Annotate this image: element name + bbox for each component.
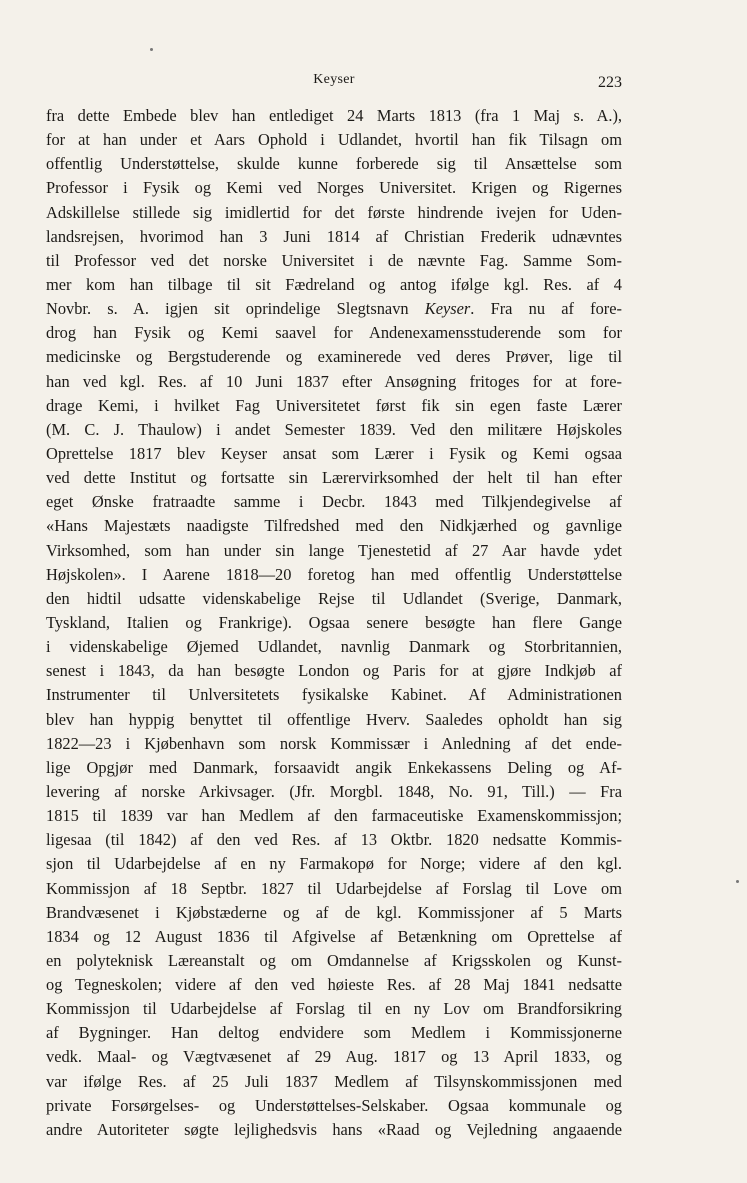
body-text: [46, 104, 622, 1142]
print-speck: [736, 880, 739, 883]
text-line: Adskillelse stillede sig imidlertid for det første hindrende ivejen for Uden-: [46, 202, 622, 222]
surname-emphasis: Keyser: [424, 299, 471, 319]
text-line: og Tegneskolen; videre af den ved høieste Res. af 28 Maj 1841 nedsatte: [46, 975, 622, 995]
text-line: medicinske og Bergstuderende og examinerede ved deres Prøver, lige til: [46, 347, 622, 367]
text-line: landsrejsen, hvorimod han 3 Juni 1814 af Christian Frederik udnævntes: [46, 226, 622, 246]
text-line: senest i 1843, da han besøgte London og Paris for at gjøre Indkjøb af: [46, 661, 622, 681]
text-line: var ifølge Res. af 25 Juli 1837 Medlem af Tilsynskommissjonen med: [46, 1071, 622, 1091]
text-line: til Professor ved det norske Universitet i de nævnte Fag. Samme Som-: [46, 250, 622, 270]
text-line: i videnskabelige Øjemed Udlandet, navnlig Danmark og Storbritannien,: [46, 637, 622, 657]
text-line: Tyskland, Italien og Frankrige). Ogsaa senere besøgte han flere Gange: [46, 612, 622, 632]
text-line: eget Ønske fratraadte samme i Decbr. 1843 med Tilkjendegivelse af: [46, 492, 622, 512]
text-line: 1834 og 12 August 1836 til Afgivelse af Betænkning om Oprettelse af: [46, 926, 622, 946]
text-line: lige Opgjør med Danmark, forsaavidt angik Enkekassens Deling og Af-: [46, 757, 622, 777]
text-line: private Forsørgelses- og Understøttelses-Selskaber. Ogsaa kommunale og: [46, 1095, 622, 1115]
text-line: ved dette Institut og fortsatte sin Lærervirksomhed der helt til han efter: [46, 468, 622, 488]
text-line: den hidtil udsatte videnskabelige Rejse til Udlandet (Sverige, Danmark,: [46, 588, 622, 608]
text-line: andre Autoriteter søgte lejlighedsvis hans «Raad og Vejledning angaaende: [46, 1119, 622, 1139]
running-title: Keyser: [313, 72, 355, 87]
text-line: Virksomhed, som han under sin lange Tjenestetid af 27 Aar havde ydet: [46, 540, 622, 560]
text-line: 1822—23 i Kjøbenhavn som norsk Kommissær i Anledning af det ende-: [46, 733, 622, 753]
text-line: for at han under et Aars Ophold i Udlandet, hvortil han fik Tilsagn om: [46, 130, 622, 150]
text-line: offentlig Understøttelse, skulde kunne forberede sig til Ansættelse som: [46, 154, 622, 174]
text-line: Brandvæsenet i Kjøbstæderne og af de kgl. Kommissjoner af 5 Marts: [46, 902, 622, 922]
text-line: Novbr. s. A. igjen sit oprindelige Slegtsnavn Keyser. Fra nu af fore-: [46, 299, 622, 319]
text-line: Kommissjon til Udarbejdelse af Forslag til en ny Lov om Brandforsikring: [46, 999, 622, 1019]
text-line: blev han hyppig benyttet til offentlige Hverv. Saaledes opholdt han sig: [46, 709, 622, 729]
text-line: 1815 til 1839 var han Medlem af den farmaceutiske Examenskommissjon;: [46, 806, 622, 826]
text-line: fra dette Embede blev han entlediget 24 Marts 1813 (fra 1 Maj s. A.),: [46, 106, 622, 125]
text-line: levering af norske Arkivsager. (Jfr. Morgbl. 1848, No. 91, Till.) — Fra: [46, 781, 622, 801]
text-line: drog han Fysik og Kemi saavel for Andenexamensstuderende som for: [46, 323, 622, 343]
print-speck: [150, 48, 153, 51]
text-line: Instrumenter til Unlversitetets fysikalske Kabinet. Af Administrationen: [46, 685, 622, 705]
running-head: [46, 72, 622, 92]
page-number: 223: [598, 74, 622, 91]
text-line: en polyteknisk Læreanstalt og om Omdannelse af Krigsskolen og Kunst-: [46, 950, 622, 970]
text-line: ligesaa (til 1842) af den ved Res. af 13 Oktbr. 1820 nedsatte Kommis-: [46, 830, 622, 850]
text-line: Professor i Fysik og Kemi ved Norges Universitet. Krigen og Rigernes: [46, 178, 622, 198]
text-line: mer kom han tilbage til sit Fædreland og antog ifølge kgl. Res. af 4: [46, 274, 622, 294]
text-line: drage Kemi, i hvilket Fag Universitetet først fik sin egen faste Lærer: [46, 395, 622, 415]
text-line: «Hans Majestæts naadigste Tilfredshed med den Nidkjærhed og gavnlige: [46, 516, 622, 536]
text-line: af Bygninger. Han deltog endvidere som Medlem i Kommissjonerne: [46, 1023, 622, 1043]
text-line: Kommissjon af 18 Septbr. 1827 til Udarbejdelse af Forslag til Love om: [46, 878, 622, 898]
text-line: vedk. Maal- og Vægtvæsenet af 29 Aug. 1817 og 13 April 1833, og: [46, 1047, 622, 1067]
text-line: han ved kgl. Res. af 10 Juni 1837 efter Ansøgning fritoges for at fore-: [46, 371, 622, 391]
text-line: Oprettelse 1817 blev Keyser ansat som Lærer i Fysik og Kemi ogsaa: [46, 443, 622, 463]
text-line: sjon til Udarbejdelse af en ny Farmakopø for Norge; videre af den kgl.: [46, 854, 622, 874]
text-line: (M. C. J. Thaulow) i andet Semester 1839. Ved den militære Højskoles: [46, 419, 622, 439]
text-line: Højskolen». I Aarene 1818—20 foretog han med offentlig Understøttelse: [46, 564, 622, 584]
